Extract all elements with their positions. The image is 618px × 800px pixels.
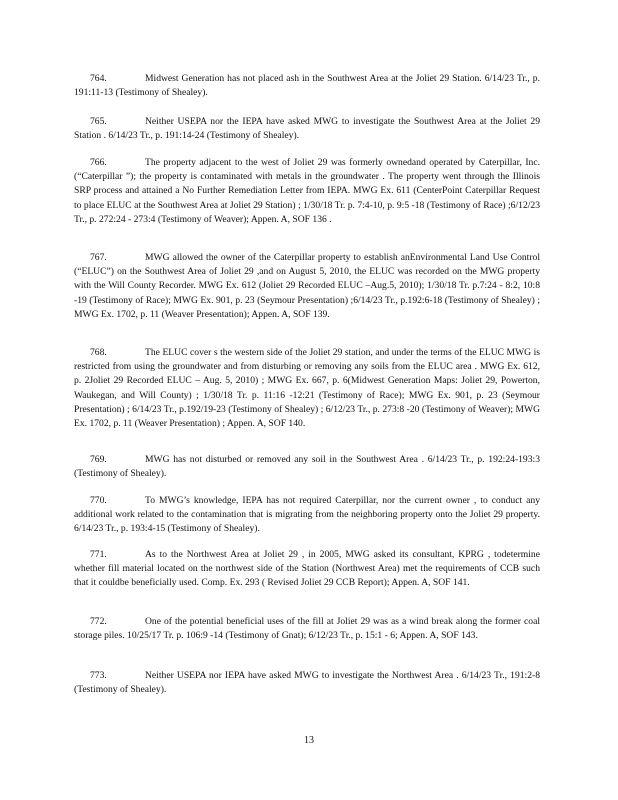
paragraph-773	[74, 669, 540, 697]
paragraph-text: MWG has not disturbed or removed any soil in the Southwest Area . 6/14/23 Tr., p. 192:24-193:3 (Testimony of Shealey).	[74, 454, 540, 480]
paragraph-766	[74, 156, 540, 227]
paragraph-text: Neither USEPA nor IEPA have asked MWG to investigate the Northwest Area . 6/14/23 Tr., 191:2-8 (Testimony of Shealey).	[74, 670, 540, 696]
paragraph-text: The ELUC cover s the western side of the Joliet 29 station, and under the terms of the ELUC MWG is restricted from using the groundwater and from disturbing or removing any soils from the ELUC area . MWG Ex. 612, p. 2Joliet 29 Recorded ELUC – Aug. 5, 2010) ; MWG Ex. 667, p. 6(Midwest Generation Maps: Joliet 29, Powerton, Waukegan, and Will County) ; 1/30/18 Tr. p. 11:16 -12:21 (Testimony of Race); MWG Ex. 901, p. 23 (Seymour Presentation) ; 6/14/23 Tr., p.192/19-23 (Testimony of Shealey) ; 6/12/23 Tr., p. 273:8 -20 (Testimony of Weaver); MWG Ex. 1702, p. 11 (Weaver Presentation) ; Appen. A, SOF 140.	[74, 347, 540, 430]
page-number: 13	[304, 735, 314, 746]
paragraph-text: Neither USEPA nor the IEPA have asked MWG to investigate the Southwest Area at the Joliet 29 Station . 6/14/23 Tr., p. 191:14-24 (Testimony of Shealey).	[74, 116, 540, 142]
paragraph-text: The property adjacent to the west of Joliet 29 was formerly ownedand operated by Caterpillar, Inc. (“Caterpillar ”); the property is contaminated with metals in the groundwater . The property went through the Illinois SRP process and attained a No Further Remediation Letter from IEPA. MWG Ex. 611 (CenterPoint Caterpillar Request to place ELUC at the Southwest Area at Joliet 29 Station) ; 1/30/18 Tr. p. 7:4-10, p. 9:5 -18 (Testimony of Race) ;6/12/23 Tr., p. 272:24 - 273:4 (Testimony of Weaver); Appen. A, SOF 136 .	[74, 157, 540, 225]
paragraph-text: As to the Northwest Area at Joliet 29 , in 2005, MWG asked its consultant, KPRG , todetermine whether fill material located on the northwest side of the Station (Northwest Area) met the requirements of CCB such that it couldbe beneficially used. Comp. Ex. 293 ( Revised Joliet 29 CCB Report); Appen. A, SOF 141.	[74, 549, 540, 589]
paragraph-text: One of the potential beneficial uses of the fill at Joliet 29 was as a wind break along the former coal storage piles. 10/25/17 Tr. p. 106:9 -14 (Testimony of Gnat); 6/12/23 Tr., p. 15:1 - 6; Appen. A, SOF 143.	[74, 616, 540, 642]
paragraph-number: 771.	[90, 549, 107, 560]
paragraph-number: 765.	[90, 116, 107, 127]
paragraph-number: 770.	[90, 495, 107, 506]
paragraph-number: 767.	[90, 252, 107, 263]
paragraph-number: 772.	[90, 616, 107, 627]
paragraph-765	[74, 115, 540, 143]
paragraph-769	[74, 453, 540, 481]
paragraph-number: 768.	[90, 347, 107, 358]
paragraph-770	[74, 494, 540, 537]
paragraph-text: To MWG’s knowledge, IEPA has not required Caterpillar, nor the current owner , to conduct any additional work related to the contamination that is migrating from the neighboring property onto the Joliet 29 property. 6/14/23 Tr., p. 193:4-15 (Testimony of Shealey).	[74, 495, 540, 535]
paragraph-text: MWG allowed the owner of the Caterpillar property to establish anEnvironmental Land Use Control (“ELUC”) on the Southwest Area of Joliet 29 ,and on August 5, 2010, the ELUC was recorded on the MWG property with the Will County Recorder. MWG Ex. 612 (Joliet 29 Recorded ELUC –Aug.5, 2010); 1/30/18 Tr. p.7:24 - 8:2, 10:8 -19 (Testimony of Race); MWG Ex. 901, p. 23 (Seymour Presentation) ;6/14/23 Tr., p.192:6-18 (Testimony of Shealey) ; MWG Ex. 1702, p. 11 (Weaver Presentation); Appen. A, SOF 139.	[74, 252, 540, 320]
paragraph-number: 773.	[90, 670, 107, 681]
paragraph-number: 764.	[90, 73, 107, 84]
paragraph-764	[74, 72, 540, 100]
paragraph-772	[74, 615, 540, 643]
paragraph-text: Midwest Generation has not placed ash in the Southwest Area at the Joliet 29 Station. 6/14/23 Tr., p. 191:11-13 (Testimony of Shealey).	[74, 73, 540, 99]
paragraph-number: 769.	[90, 454, 107, 465]
paragraph-767	[74, 251, 540, 322]
paragraph-number: 766.	[90, 157, 107, 168]
paragraph-771	[74, 548, 540, 591]
paragraph-768	[74, 346, 540, 431]
